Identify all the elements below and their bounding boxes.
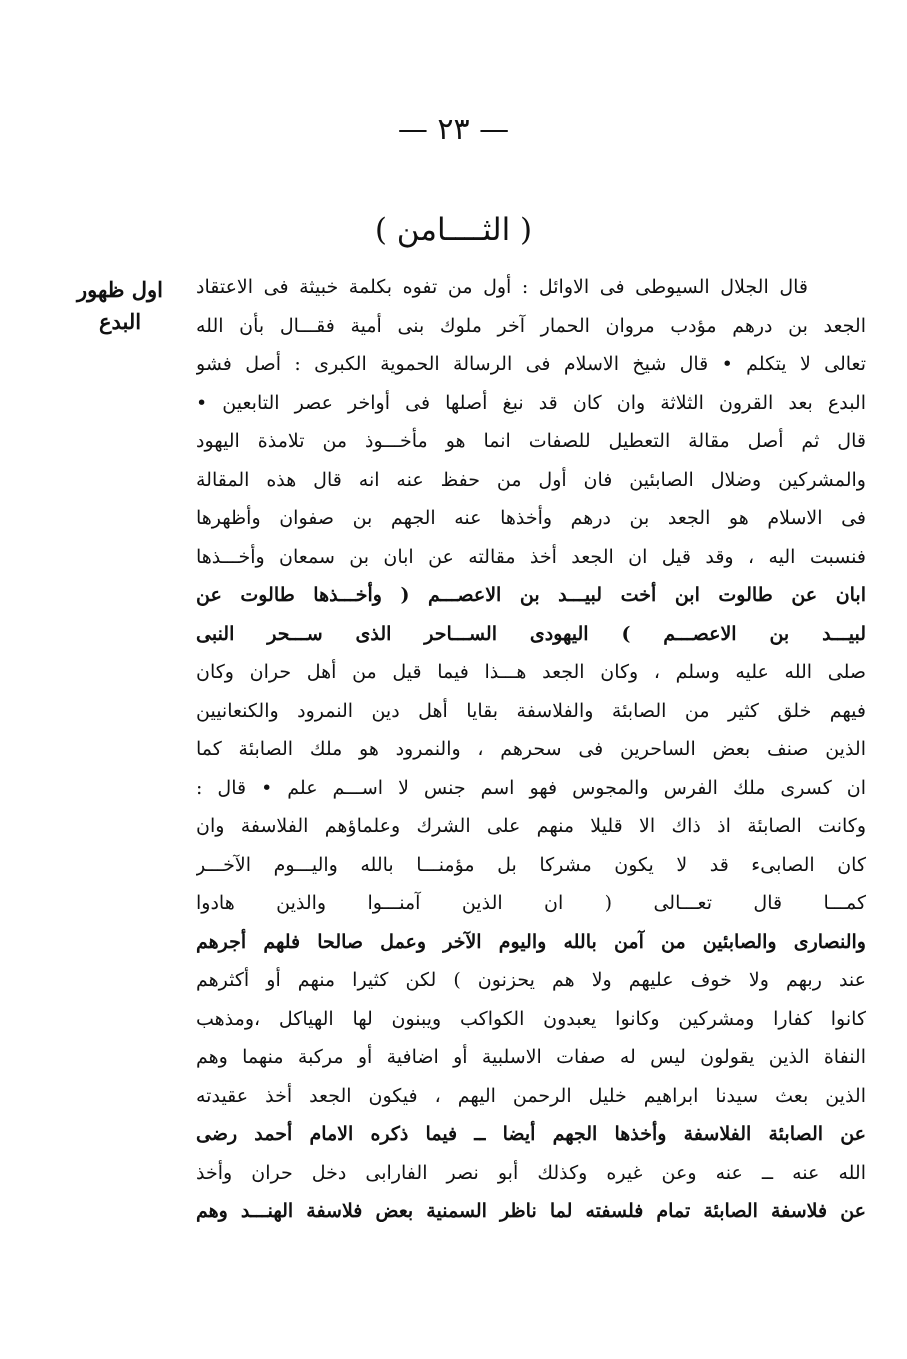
page-number: — ٢٣ —	[397, 112, 510, 147]
text-line: عن الصابئة الفلاسفة وأخذها الجهم أيضا ــ فيما ذكره الامام أحمد رضى	[196, 1123, 866, 1145]
text-line: كانوا كفارا ومشركين وكانوا يعبدون الكواكب ويبنون لها الهياكل ،ومذهب	[196, 1007, 866, 1030]
margin-note-line: اول ظهور	[77, 277, 163, 302]
text-line: قال الجلال السيوطى فى الاوائل : أول من تفوه بكلمة خبيثة فى الاعتقاد	[196, 276, 808, 298]
text-line: عند ربهم ولا خوف عليهم ولا هم يحزنون ) لكن كثيرا منهم أو أكثرهم	[196, 969, 866, 991]
text-line: صلى الله عليه وسلم ، وكان الجعد هـــذا فيما قيل من أهل حران وكان	[196, 661, 866, 683]
text-line: تعالى لا يتكلم • قال شيخ الاسلام فى الرسالة الحموية الكبرى : أصل فشو	[196, 353, 866, 375]
text-line: ابان عن طالوت ابن أخت لبيـــد بن الاعصـــم ( وأخـــذها طالوت عن	[196, 584, 866, 606]
text-line: البدع بعد القرون الثلاثة وان كان قد نبغ أصلها فى أواخر عصر التابعين •	[196, 391, 866, 414]
text-line: الجعد بن درهم مؤدب مروان الحمار آخر ملوك بنى أمية فقـــال بأن الله	[196, 314, 866, 337]
text-line: عن فلاسفة الصابئة تمام فلسفته لما ناظر السمنية بعض فلاسفة الهنـــد وهم	[196, 1200, 866, 1222]
text-line: النفاة الذين يقولون ليس له صفات الاسلبية أو اضافية أو مركبة منهما وهم	[196, 1046, 866, 1068]
text-line: والنصارى والصابئين من آمن بالله واليوم الآخر وعمل صالحا فلهم أجرهم	[196, 930, 866, 953]
text-line: قال ثم أصل مقالة التعطيل للصفات انما هو مأخـــوذ من تلامذة اليهود	[196, 430, 866, 452]
margin-note-line: البدع	[98, 309, 142, 334]
margin-note	[60, 274, 180, 338]
text-line: وكانت الصابئة اذ ذاك الا قليلا منهم على الشرك وعلماؤهم الفلاسفة وان	[196, 815, 866, 837]
text-line: فى الاسلام هو الجعد بن درهم وأخذها عنه الجهم بن صفوان وأظهرها	[196, 507, 866, 529]
text-line: كان الصابىء قد لا يكون مشركا بل مؤمنـــا بالله واليـــوم الآخـــر	[196, 853, 866, 876]
text-line: فيهم خلق كثير من الصابئة والفلاسفة بقايا أهل دين النمرود والكنعانيين	[196, 699, 866, 722]
text-line: كمـــا قال تعـــالى ( ان الذين آمنـــوا والذين هادوا	[196, 892, 866, 914]
body-text	[196, 268, 866, 1231]
text-line: الله عنه ــ عنه وعن غيره وكذلك أبو نصر الفارابى دخل حران وأخذ	[196, 1161, 866, 1184]
text-line: فنسبت اليه ، وقد قيل ان الجعد أخذ مقالته عن ابان بن سمعان وأخـــذها	[196, 545, 866, 568]
text-line: لبيـــد بن الاعصـــم ) اليهودى الســـاحر الذى ســـحر النبى	[196, 622, 866, 645]
text-line: الذين بعث سيدنا ابراهيم خليل الرحمن اليهم ، فيكون الجعد أخذ عقيدته	[196, 1084, 866, 1107]
text-line: الذين صنف بعض الساحرين فى سحرهم ، والنمرود هو ملك الصابئة كما	[196, 738, 866, 760]
text-line: والمشركين وضلال الصابئين فان أول من حفظ عنه انه قال هذه المقالة	[196, 468, 866, 491]
section-heading: ( الثــــامن )	[374, 212, 533, 248]
text-line: ان كسرى ملك الفرس والمجوس فهو اسم جنس لا اســـم علم • قال :	[196, 776, 866, 799]
